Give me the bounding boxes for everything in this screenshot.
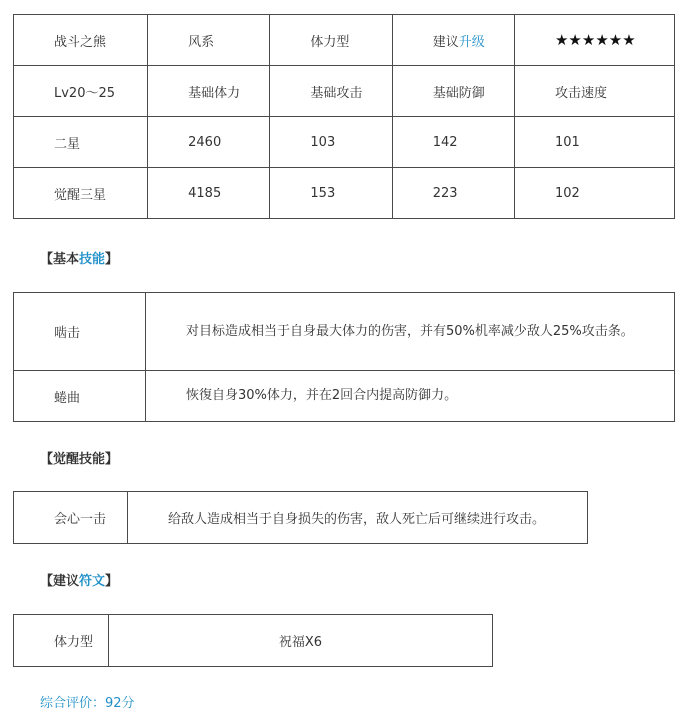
table-row xyxy=(14,117,675,168)
stats-column-row xyxy=(14,66,675,117)
table-cell: 2460 xyxy=(148,117,270,168)
element-type: 风系 xyxy=(148,15,270,66)
table-cell: 102 xyxy=(514,168,674,219)
suggest-upgrade xyxy=(392,15,514,66)
column-header: 基础防御 xyxy=(392,66,514,117)
table-row xyxy=(14,168,675,219)
skills-link[interactable]: 技能 xyxy=(79,252,106,267)
table-row xyxy=(14,615,493,667)
upgrade-link[interactable]: 升级 xyxy=(458,34,485,50)
table-row xyxy=(14,293,675,371)
column-header: 攻击速度 xyxy=(514,66,674,117)
skill-description: 恢復自身30%体力，并在2回合内提高防御力。 xyxy=(146,371,675,422)
monster-type: 体力型 xyxy=(270,15,392,66)
suggest-prefix: 建议 xyxy=(432,34,459,50)
runes-link[interactable]: 符文 xyxy=(79,574,106,589)
skill-description: 对目标造成相当于自身最大体力的伤害，并有50%机率减少敌人25%攻击条。 xyxy=(146,293,675,371)
table-cell: 二星 xyxy=(14,117,148,168)
runes-table xyxy=(13,614,493,667)
skill-name: 啮击 xyxy=(14,293,146,371)
overall-rating: 综合评价：92分 xyxy=(40,696,135,711)
heading-text: 【基本 xyxy=(40,252,80,267)
heading-text: 】 xyxy=(105,574,119,589)
table-cell: 142 xyxy=(392,117,514,168)
heading-text: 】 xyxy=(105,252,119,267)
table-cell: 103 xyxy=(270,117,392,168)
rune-type: 体力型 xyxy=(14,615,109,667)
table-cell: 觉醒三星 xyxy=(14,168,148,219)
monster-name: 战斗之熊 xyxy=(14,15,148,66)
table-row xyxy=(14,492,588,544)
skill-name: 蜷曲 xyxy=(14,371,146,422)
star-rating: ★★★★★★ xyxy=(514,15,674,66)
skill-name: 会心一击 xyxy=(14,492,128,544)
table-cell: 101 xyxy=(514,117,674,168)
awaken-skills-heading: 【觉醒技能】 xyxy=(40,452,119,467)
stats-header-row xyxy=(14,15,675,66)
basic-skills-table xyxy=(13,292,675,422)
table-row xyxy=(14,371,675,422)
column-header: 基础体力 xyxy=(148,66,270,117)
runes-heading xyxy=(40,570,118,589)
table-cell: 153 xyxy=(270,168,392,219)
awaken-skills-table xyxy=(13,491,588,544)
table-cell: 223 xyxy=(392,168,514,219)
table-cell: 4185 xyxy=(148,168,270,219)
skill-description: 给敌人造成相当于自身损失的伤害，敌人死亡后可继续进行攻击。 xyxy=(128,492,588,544)
stats-table xyxy=(13,14,675,219)
column-header: Lv20～25 xyxy=(14,66,148,117)
rune-set: 祝福X6 xyxy=(109,615,493,667)
heading-text: 【建议 xyxy=(40,574,80,589)
column-header: 基础攻击 xyxy=(270,66,392,117)
basic-skills-heading xyxy=(40,248,118,267)
